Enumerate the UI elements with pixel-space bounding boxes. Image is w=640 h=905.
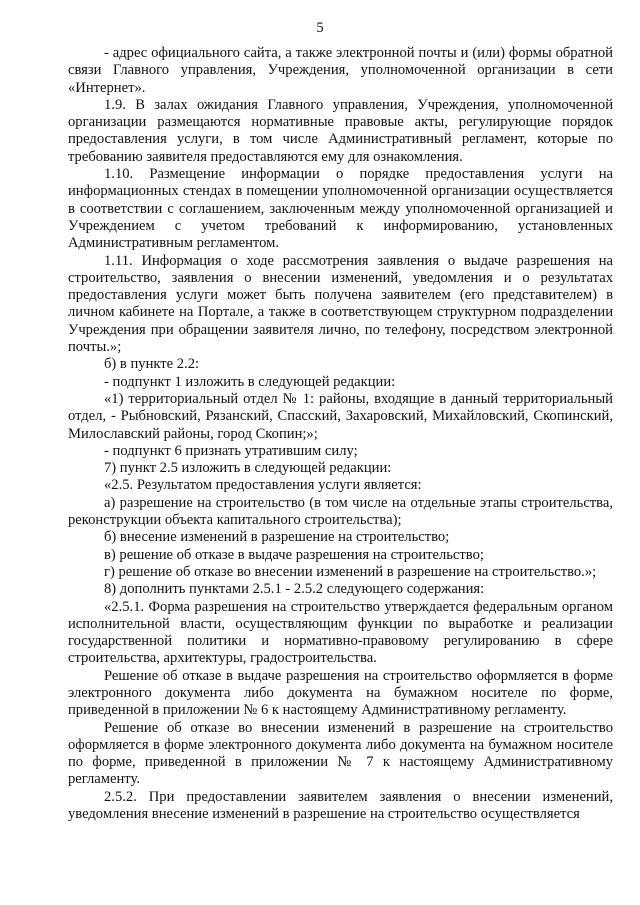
paragraph-2-5-a: а) разрешение на строительство (в том числе на отдельные этапы строительства, реконструкции объекта капитального строительства); (68, 494, 613, 529)
paragraph-subitem-1-intro: - подпункт 1 изложить в следующей редакции: (104, 373, 396, 390)
paragraph-2-5-v: в) решение об отказе в выдаче разрешения на строительство; (104, 546, 484, 563)
document-body (68, 45, 613, 823)
paragraph-subitem-6: - подпункт 6 признать утратившим силу; (104, 442, 358, 459)
paragraph-refusal-changes: Решение об отказе во внесении изменений в разрешение на строительство оформляется в форме электронного документа либо документа на бумажном носителе по форме, приведенной в приложении № 7 к настоящему Административному регламенту. (68, 719, 613, 788)
page-number: 5 (316, 20, 324, 36)
paragraph-1-11: 1.11. Информация о ходе рассмотрения заявления о выдаче разрешения на строительство, заявления о внесении изменений, уведомления и о результатах предоставления услуги может быть получена заявителем (его представителем) в личном кабинете на Портале, а также в соответствующем структурном подразделении Учреждения при обращении заявителя лично, по телефону, посредством электронной почты.»; (68, 252, 613, 356)
paragraph-refusal-issue: Решение об отказе в выдаче разрешения на строительство оформляется в форме электронного документа либо документа на бумажном носителе по форме, приведенной в приложении № 6 к настоящему Административному регламенту. (68, 667, 613, 719)
paragraph-1-9: 1.9. В залах ожидания Главного управления, Учреждения, уполномоченной организации размещаются нормативные правовые акты, регулирующие порядок предоставления услуги, в том числе Административный регламент, которые по требованию заявителя предоставляются ему для ознакомления. (68, 96, 613, 165)
paragraph-1-10: 1.10. Размещение информации о порядке предоставления услуги на информационных стендах в помещении уполномоченной организации осуществляется в соответствии с соглашением, заключенным между уполномоченной организацией и Учреждением с учетом требований к информированию, установленных Административным регламентом. (68, 166, 613, 252)
paragraph-item-8: 8) дополнить пунктами 2.5.1 - 2.5.2 следующего содержания: (104, 581, 485, 598)
paragraph-subitem-1-text: «1) территориальный отдел № 1: районы, входящие в данный территориальный отдел, - Рыбновский, Рязанский, Спасский, Захаровский, Михайловский, Скопинский, Милославский районы, город Скопин;»; (68, 390, 613, 442)
paragraph-item-6: б) в пункте 2.2: (104, 356, 200, 373)
paragraph-2-5-1: «2.5.1. Форма разрешения на строительство утверждается федеральным органом исполнительной власти, осуществляющим функции по выработке и реализации государственной политики и нормативно-правовому регулированию в сфере строительства, архитектуры, градостроительства. (68, 598, 613, 667)
paragraph-2-5-g: г) решение об отказе во внесении изменений в разрешение на строительство.»; (104, 563, 597, 580)
paragraph-item-7: 7) пункт 2.5 изложить в следующей редакции: (104, 460, 392, 477)
paragraph-2-5-2: 2.5.2. При предоставлении заявителем заявления о внесении изменений, уведомления внесение изменений в разрешение на строительство осуществляется (68, 788, 613, 823)
paragraph-2-5-b: б) внесение изменений в разрешение на строительство; (104, 529, 450, 546)
paragraph-site-address: - адрес официального сайта, а также электронной почты и (или) формы обратной связи Главного управления, Учреждения, уполномоченной организации в сети «Интернет». (68, 45, 613, 96)
paragraph-2-5: «2.5. Результатом предоставления услуги является: (104, 477, 422, 494)
